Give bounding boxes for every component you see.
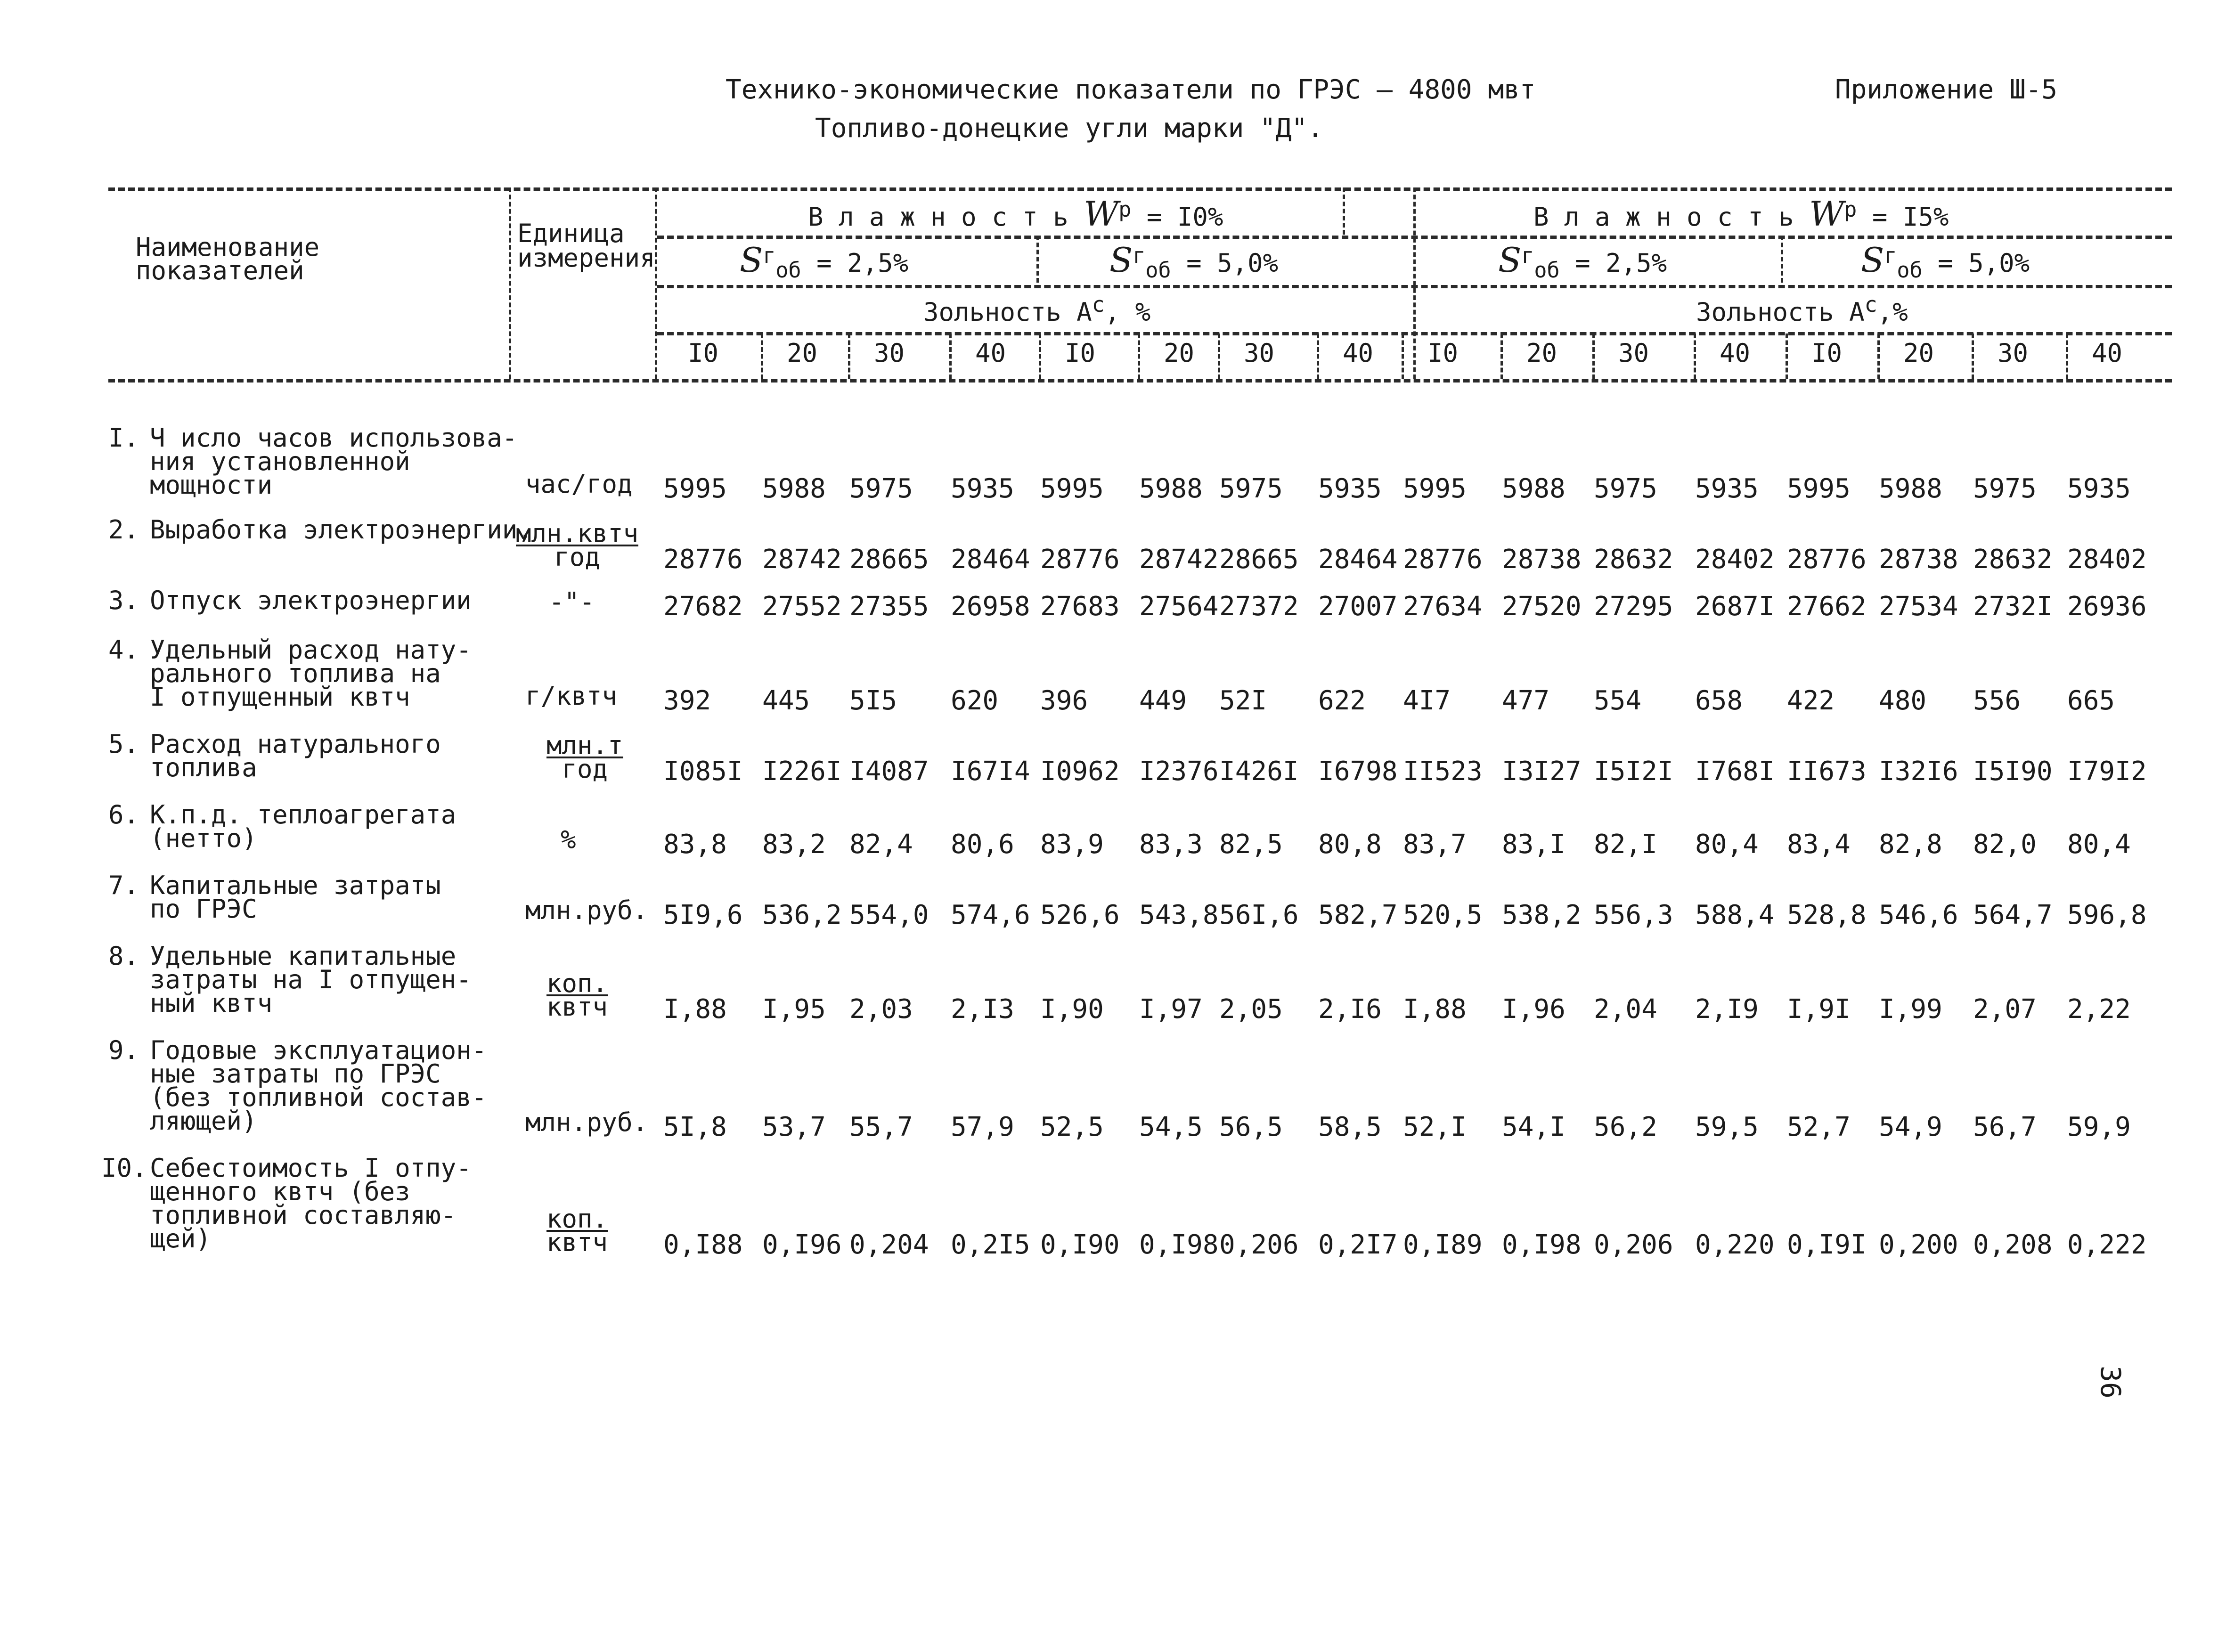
ash-col-divider [1694,334,1696,379]
table-cell: 0,I9I [1787,1229,1867,1260]
ash-value-header: 30 [1998,338,2029,368]
table-cell: I2376 [1139,756,1219,787]
table-cell: 0,I98 [1139,1229,1219,1260]
table-cell: 53,7 [762,1112,826,1142]
table-cell: 2,I9 [1695,994,1759,1025]
row-unit: -"- [549,587,595,617]
row-name-line: Выработка электроэнергии, [150,515,533,545]
table-cell: 27682 [663,591,743,622]
row-name-line: по ГРЭС [150,894,257,924]
unit-numerator: млн.квтч [516,519,639,548]
table-cell: I4087 [849,756,929,787]
table-cell: 28738 [1879,544,1958,575]
table-cell: 56,2 [1594,1112,1657,1142]
sulfur-3: $S^г_{об} = 2,5\%$ [1498,240,1667,283]
ash-value-header: 40 [975,338,1006,368]
row-number: 5. [108,729,139,759]
ash-value-header: 40 [2092,338,2123,368]
row-name-line: К.п.д. теплоагрегата [150,800,457,830]
table-cell: 28665 [1219,544,1299,575]
table-cell: 5988 [1139,473,1203,504]
table-cell: 27634 [1403,591,1483,622]
table-cell: 54,9 [1879,1112,1942,1142]
table-cell: 622 [1318,685,1366,716]
row-name-line: рального топлива на [150,659,441,688]
table-cell: 526,6 [1040,900,1120,930]
table-cell: 0,220 [1695,1229,1775,1260]
ash-col-divider [1786,334,1788,379]
row-number: 6. [108,800,139,830]
table-cell: 5988 [1502,473,1566,504]
table-cell: 574,6 [951,900,1030,930]
table-cell: 564,7 [1973,900,2053,930]
ash-value-header: 20 [787,338,818,368]
row-number: 3. [108,586,139,615]
table-cell: II523 [1403,756,1483,787]
table-cell: 4I7 [1403,685,1451,716]
ash-value-header: I0 [1427,338,1459,368]
table-cell: 445 [762,685,810,716]
table-cell: 59,5 [1695,1112,1759,1142]
table-cell: 26936 [2067,591,2147,622]
table-cell: 5995 [1040,473,1104,504]
table-cell: 83,2 [762,829,826,860]
row-unit: млн.руб. [525,895,648,925]
table-cell: 2732I [1973,591,2053,622]
table-cell: 554,0 [849,900,929,930]
row-name-line: затраты на I отпущен- [150,965,472,994]
table-cell: 5995 [663,473,727,504]
table-cell: I,97 [1139,994,1203,1025]
table-cell: 52,I [1403,1112,1467,1142]
title-line-2: Топливо-донецкие угли марки "Д". [815,113,1323,144]
row-unit: млн.руб. [525,1107,648,1137]
ash-col-divider [848,334,850,379]
row-name-line: ляющей) [150,1106,257,1136]
table-cell: 5I,8 [663,1112,727,1142]
row-name-line: Ч исло часов использова- [150,423,518,453]
w-symbol-2: W [1809,194,1844,234]
table-cell: 27295 [1594,591,1673,622]
row-name-line: ный квтч [150,988,273,1018]
ash-col-divider [1972,334,1974,379]
table-cell: 27534 [1879,591,1958,622]
row-name-line: топлива [150,753,257,782]
table-cell: 80,4 [2067,829,2131,860]
table-cell: 2,I6 [1318,994,1382,1025]
table-cell: 54,5 [1139,1112,1203,1142]
ash-col-divider [1138,334,1140,379]
table-cell: 28402 [2067,544,2147,575]
row-unit [516,519,639,572]
table-cell: 5935 [951,473,1014,504]
table-cell: 56I,6 [1219,900,1299,930]
table-cell: I3I27 [1502,756,1582,787]
table-cell: 57,9 [951,1112,1014,1142]
table-cell: 27662 [1787,591,1867,622]
table-cell: 2,05 [1219,994,1283,1025]
table-cell: 28464 [951,544,1030,575]
row-name-line: Капитальные затраты [150,871,441,900]
table-cell: 27683 [1040,591,1120,622]
table-cell: 82,I [1594,829,1657,860]
table-cell: 5935 [1695,473,1759,504]
table-cell: 59,9 [2067,1112,2131,1142]
ash-col-divider [1218,334,1220,379]
table-cell: 480 [1879,685,1927,716]
table-cell: I,88 [1403,994,1467,1025]
table-cell: 543,8 [1139,900,1219,930]
table-cell: 0,2I5 [951,1229,1030,1260]
table-cell: 28464 [1318,544,1398,575]
table-cell: II673 [1787,756,1867,787]
table-cell: 80,6 [951,829,1014,860]
table-cell: 392 [663,685,711,716]
sulfur-1: $S^г_{об} = 2,5\%$ [740,240,909,283]
table-cell: I79I2 [2067,756,2147,787]
table-cell: 5975 [1594,473,1657,504]
ash-col-divider [1039,334,1041,379]
table-cell: 27520 [1502,591,1582,622]
table-cell: I,9I [1787,994,1851,1025]
appendix-label: Приложение Ш-5 [1835,74,2058,105]
row-name-line: ния установленной [150,447,410,476]
row-unit [546,968,608,1022]
table-cell: 582,7 [1318,900,1398,930]
ash-col-divider [1592,334,1595,379]
table-cell: I,95 [762,994,826,1025]
row-name-line: Годовые эксплуатацион- [150,1035,487,1065]
table-cell: I,88 [663,994,727,1025]
table-cell: 58,5 [1318,1112,1382,1142]
col-unit-header: Единица измерения [517,219,655,273]
unit-numerator: млн.т [546,731,623,760]
row-name-line: Отпуск электроэнергии [150,586,472,615]
table-cell: 0,204 [849,1229,929,1260]
table-cell: 665 [2067,685,2115,716]
ash-value-header: 30 [1244,338,1275,368]
table-cell: 620 [951,685,999,716]
row-number: 4. [108,635,139,665]
table-cell: 56,7 [1973,1112,2037,1142]
unit-denominator: квтч [546,992,608,1022]
row-number: 9. [108,1035,139,1065]
table-cell: I5I90 [1973,756,2053,787]
ash-label-2: Зольность $А^с,\%$ [1696,292,1908,327]
table-cell: 83,I [1502,829,1566,860]
ash-value-header: I0 [1065,338,1096,368]
table-cell: I,90 [1040,994,1104,1025]
ash-value-header: 20 [1164,338,1195,368]
table-cell: 0,I88 [663,1229,743,1260]
table-cell: 0,222 [2067,1229,2147,1260]
table-cell: 28776 [1403,544,1483,575]
row-name-line: щенного квтч (без [150,1177,410,1206]
table-cell: 28776 [1040,544,1120,575]
ash-value-header: I0 [688,338,719,368]
table-cell: I32I6 [1879,756,1958,787]
row-number: I. [108,423,139,453]
table-cell: 28665 [849,544,929,575]
row-name-line: Себестоимость I отпу- [150,1153,472,1183]
ash-value-header: 40 [1720,338,1751,368]
table-cell: 27552 [762,591,842,622]
table-cell: 28742 [1139,544,1219,575]
table-cell: 5975 [849,473,913,504]
table-cell: 83,9 [1040,829,1104,860]
table-cell: 5988 [762,473,826,504]
table-cell: 52I [1219,685,1267,716]
table-cell: 5995 [1403,473,1467,504]
row-name-line: топливной составляю- [150,1200,457,1230]
table-cell: 54,I [1502,1112,1566,1142]
table-cell: 477 [1502,685,1550,716]
col-name-header: Наименование показателей [136,232,320,285]
row-name-line: (нетто) [150,823,257,853]
table-cell: 27007 [1318,591,1398,622]
table-cell: I0962 [1040,756,1120,787]
table-cell: 538,2 [1502,900,1582,930]
w-symbol-1: W [1084,194,1119,234]
table-cell: 80,4 [1695,829,1759,860]
humidity-group-1: В л а ж н о с т ь $W^р = I0\%$ [808,194,1223,234]
ash-label-1: Зольность $А^с$, % [923,292,1151,327]
table-cell: 83,8 [663,829,727,860]
table-cell: 28776 [1787,544,1867,575]
table-cell: 5935 [2067,473,2131,504]
table-cell: 0,I89 [1403,1229,1483,1260]
table-cell: 82,0 [1973,829,2037,860]
table-cell: 2,07 [1973,994,2037,1025]
ash-col-divider [1877,334,1880,379]
row-name-line: (без топливной состав- [150,1082,487,1112]
table-cell: 596,8 [2067,900,2147,930]
group-divider-a [1343,187,1345,235]
table-cell: I085I [663,756,743,787]
table-cell: 28632 [1594,544,1673,575]
table-cell: 83,3 [1139,829,1203,860]
title-line-1: Технико-экономические показатели по ГРЭС – 4800 мвт [726,74,1536,105]
row-name-line: Расход натурального [150,729,441,759]
table-cell: I67I4 [951,756,1030,787]
table-cell: 83,4 [1787,829,1851,860]
table-cell: 0,206 [1594,1229,1673,1260]
table-cell: 5I9,6 [663,900,743,930]
table-cell: 5975 [1973,473,2037,504]
table-cell: 0,I98 [1502,1229,1582,1260]
table-cell: 80,8 [1318,829,1382,860]
sulfur-4: $S^г_{об} = 5,0\%$ [1861,240,2030,283]
sulfur-2: $S^г_{об} = 5,0\%$ [1109,240,1279,283]
row-number: 2. [108,515,139,545]
ash-value-header: 20 [1903,338,1934,368]
header-bottom-rule [108,379,2172,382]
ash-col-divider [1402,334,1404,379]
table-cell: 422 [1787,685,1835,716]
ash-col-divider [2066,334,2068,379]
table-cell: 0,206 [1219,1229,1299,1260]
row-unit [546,1204,608,1257]
table-cell: I,96 [1502,994,1566,1025]
table-cell: 658 [1695,685,1743,716]
unit-denominator: год [554,542,600,572]
ash-value-header: 20 [1526,338,1557,368]
table-cell: 82,5 [1219,829,1283,860]
row-unit: час/год [525,469,633,499]
table-cell: 5995 [1787,473,1851,504]
row-unit: г/квтч [525,681,618,711]
table-cell: I,99 [1879,994,1942,1025]
table-cell: 27372 [1219,591,1299,622]
table-cell: 5975 [1219,473,1283,504]
table-cell: 2,03 [849,994,913,1025]
row-name-line: щей) [150,1224,212,1253]
table-cell: 2,04 [1594,994,1657,1025]
table-cell: 28632 [1973,544,2053,575]
table-cell: 554 [1594,685,1642,716]
table-cell: 27355 [849,591,929,622]
table-cell: 5935 [1318,473,1382,504]
table-cell: 449 [1139,685,1187,716]
row-number: I0. [101,1153,147,1183]
ash-value-header: I0 [1811,338,1843,368]
row-number: 7. [108,871,139,900]
table-cell: I426I [1219,756,1299,787]
table-cell: 2,I3 [951,994,1014,1025]
ash-value-header: 30 [874,338,905,368]
table-cell: 52,5 [1040,1112,1104,1142]
row-name-line: Удельный расход нату- [150,635,472,665]
ash-col-divider [1317,334,1319,379]
table-cell: 27564 [1139,591,1219,622]
table-cell: 28776 [663,544,743,575]
ash-col-divider [1500,334,1503,379]
table-cell: 83,7 [1403,829,1467,860]
row-name-line: Удельные капитальные [150,941,457,971]
unit-numerator: коп. [546,968,608,998]
row-name-line: ные затраты по ГРЭС [150,1059,441,1089]
row-unit: % [561,825,576,854]
header-top-rule [108,187,2172,191]
table-cell: 528,8 [1787,900,1867,930]
table-cell: 5988 [1879,473,1942,504]
table-cell: I226I [762,756,842,787]
table-cell: 0,I96 [762,1229,842,1260]
table-cell: 588,4 [1695,900,1775,930]
unit-denominator: год [562,754,608,784]
ash-value-header: 40 [1343,338,1374,368]
unit-numerator: коп. [546,1204,608,1234]
table-cell: I768I [1695,756,1775,787]
sulfur-divider-2 [1781,236,1783,283]
table-cell: 82,8 [1879,829,1942,860]
table-cell: 82,4 [849,829,913,860]
table-cell: 28742 [762,544,842,575]
table-cell: 56,5 [1219,1112,1283,1142]
table-cell: 28402 [1695,544,1775,575]
ash-col-divider [949,334,952,379]
sulfur-divider-1 [1036,236,1039,283]
table-cell: 396 [1040,685,1088,716]
table-cell: 2687I [1695,591,1775,622]
table-cell: 520,5 [1403,900,1483,930]
table-cell: 55,7 [849,1112,913,1142]
table-cell: 52,7 [1787,1112,1851,1142]
table-cell: 26958 [951,591,1030,622]
ash-col-divider [761,334,763,379]
col-divider-unit [655,187,657,379]
row-name-line: I отпущенный квтч [150,682,410,712]
table-cell: 0,I90 [1040,1229,1120,1260]
table-cell: 556 [1973,685,2021,716]
col-divider-name [509,187,511,379]
group-divider-b [1413,187,1416,379]
table-cell: 0,200 [1879,1229,1958,1260]
table-cell: 546,6 [1879,900,1958,930]
table-cell: 5I5 [849,685,897,716]
table-cell: I5I2I [1594,756,1673,787]
table-cell: 556,3 [1594,900,1673,930]
table-cell: 0,2I7 [1318,1229,1398,1260]
ash-value-header: 30 [1618,338,1649,368]
table-cell: 536,2 [762,900,842,930]
unit-denominator: квтч [546,1228,608,1257]
table-cell: 2,22 [2067,994,2131,1025]
table-cell: I6798 [1318,756,1398,787]
table-cell: 0,208 [1973,1229,2053,1260]
row-unit [546,731,623,784]
row-name-line: мощности [150,470,273,500]
table-cell: 28738 [1502,544,1582,575]
page-number: 36 [2094,1366,2127,1399]
humidity-group-2: В л а ж н о с т ь $W^р = I5\%$ [1533,194,1949,234]
row-number: 8. [108,941,139,971]
